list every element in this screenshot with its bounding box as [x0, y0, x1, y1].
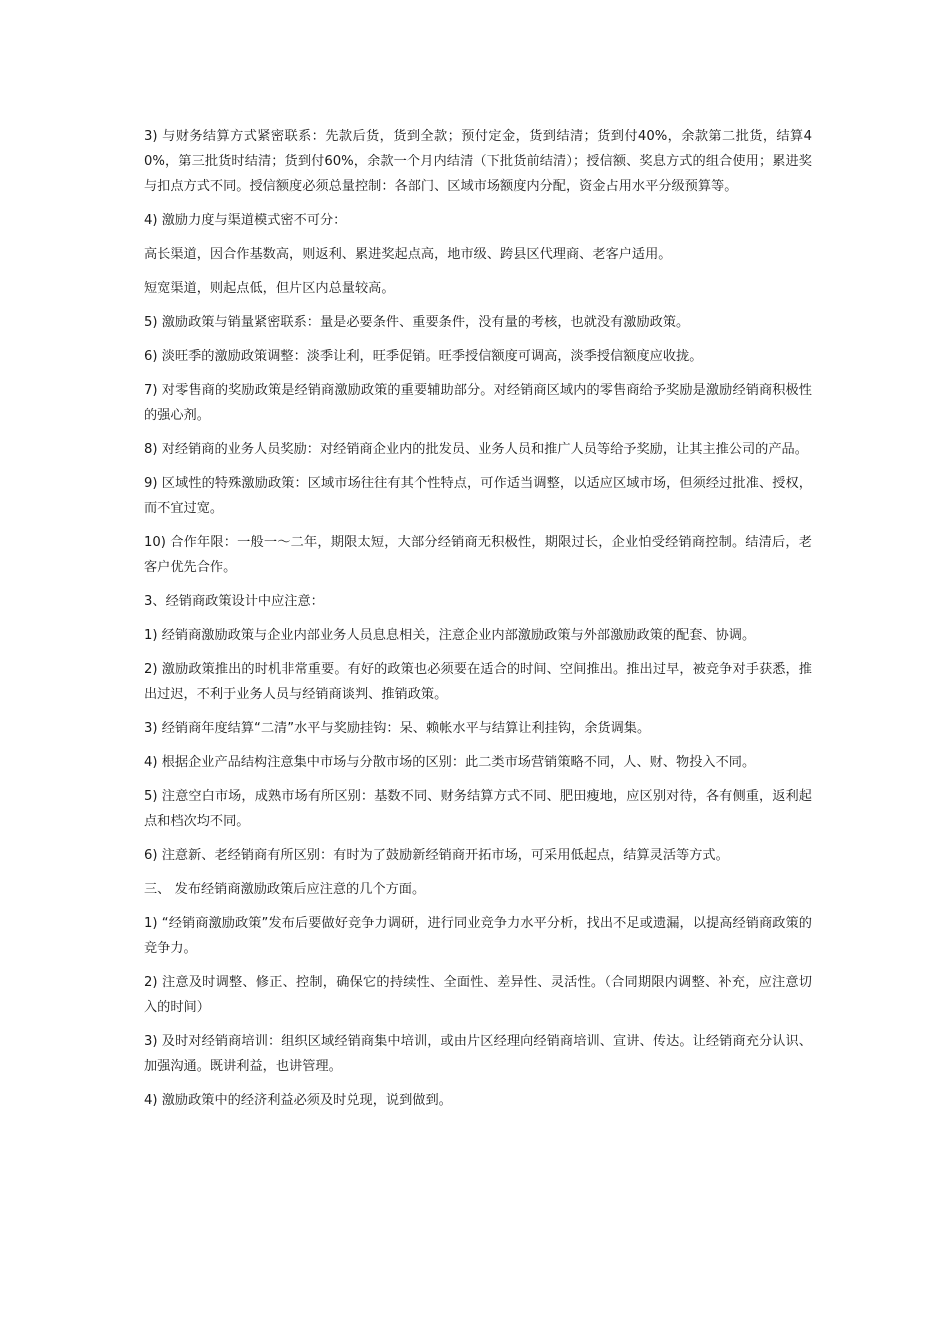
paragraph-season-adjustment: 6) 淡旺季的激励政策调整：淡季让利，旺季促销。旺季授信额度可调高，淡季授信额度应收拢。 [144, 349, 703, 364]
paragraph-retailer-rewards: 7) 对零售商的奖励政策是经销商激励政策的重要辅助部分。对经销商区域内的零售商给予奖励是激励经销商积极性的强心剂。 [144, 383, 812, 423]
paragraph-competitiveness: 1) “经销商激励政策”发布后要做好竞争力调研，进行同业竞争力水平分析，找出不足或遗漏，以提高经销商政策的竞争力。 [144, 916, 812, 956]
paragraph-market-types: 4) 根据企业产品结构注意集中市场与分散市场的区别：此二类市场营销策略不同，人、财、物投入不同。 [144, 755, 756, 770]
paragraph-training: 3) 及时对经销商培训：组织区域经销商集中培训，或由片区经理向经销商培训、宣讲、传达。让经销商充分认识、加强沟通。既讲利益，也讲管理。 [144, 1034, 812, 1074]
paragraph-cooperation-term: 10) 合作年限：一般一～二年，期限太短，大部分经销商无积极性，期限过长，企业怕受经销商控制。结清后，老客户优先合作。 [144, 535, 812, 575]
document-page [144, 124, 812, 1122]
section-heading-after-release: 三、 发布经销商激励政策后应注意的几个方面。 [144, 882, 426, 897]
paragraph-adjustment: 2) 注意及时调整、修正、控制，确保它的持续性、全面性、差异性、灵活性。（合同期限内调整、补充，应注意切入的时间） [144, 975, 812, 1015]
paragraph-new-vs-old: 6) 注意新、老经销商有所区别：有时为了鼓励新经销商开拓市场，可采用低起点，结算灵活等方式。 [144, 848, 729, 863]
paragraph-fulfillment: 4) 激励政策中的经济利益必须及时兑现，说到做到。 [144, 1093, 452, 1108]
paragraph-long-channel: 高长渠道，因合作基数高，则返利、累进奖起点高，地市级、跨县区代理商、老客户适用。 [144, 247, 672, 262]
paragraph-annual-settlement: 3) 经销商年度结算“二清”水平与奖励挂钩：呆、赖帐水平与结算让利挂钩，余货调集。 [144, 721, 651, 736]
paragraph-regional-policy: 9) 区域性的特殊激励政策：区域市场往往有其个性特点，可作适当调整，以适应区域市场，但须经过批准、授权，而不宜过宽。 [144, 476, 812, 516]
paragraph-channel-mode: 4) 激励力度与渠道模式密不可分： [144, 213, 347, 228]
paragraph-blank-vs-mature: 5) 注意空白市场，成熟市场有所区别：基数不同、财务结算方式不同、肥田瘦地，应区别对待，各有侧重，返利起点和档次均不同。 [144, 789, 812, 829]
paragraph-short-channel: 短宽渠道，则起点低，但片区内总量较高。 [144, 281, 395, 296]
paragraph-sales-volume: 5) 激励政策与销量紧密联系：量是必要条件、重要条件，没有量的考核，也就没有激励政策。 [144, 315, 690, 330]
paragraph-settlement-methods: 3) 与财务结算方式紧密联系：先款后货，货到全款；预付定金，货到结清；货到付40%，余款第二批货，结算40%，第三批货时结清；货到付60%，余款一个月内结清（下批货前结清）；授信额、奖息方式的组合使用；累进奖与扣点方式不同。授信额度必须总量控制：各部门、区域市场额度内分配，资金占用水平分级预算等。 [144, 129, 812, 194]
paragraph-timing: 2) 激励政策推出的时机非常重要。有好的政策也必须要在适合的时间、空间推出。推出过早，被竞争对手获悉，推出过迟，不利于业务人员与经销商谈判、推销政策。 [144, 662, 812, 702]
section-heading-design-notes: 3、经销商政策设计中应注意： [144, 594, 324, 609]
paragraph-staff-rewards: 8) 对经销商的业务人员奖励：对经销商企业内的批发员、业务人员和推广人员等给予奖励，让其主推公司的产品。 [144, 442, 808, 457]
paragraph-internal-coordination: 1) 经销商激励政策与企业内部业务人员息息相关，注意企业内部激励政策与外部激励政策的配套、协调。 [144, 628, 756, 643]
